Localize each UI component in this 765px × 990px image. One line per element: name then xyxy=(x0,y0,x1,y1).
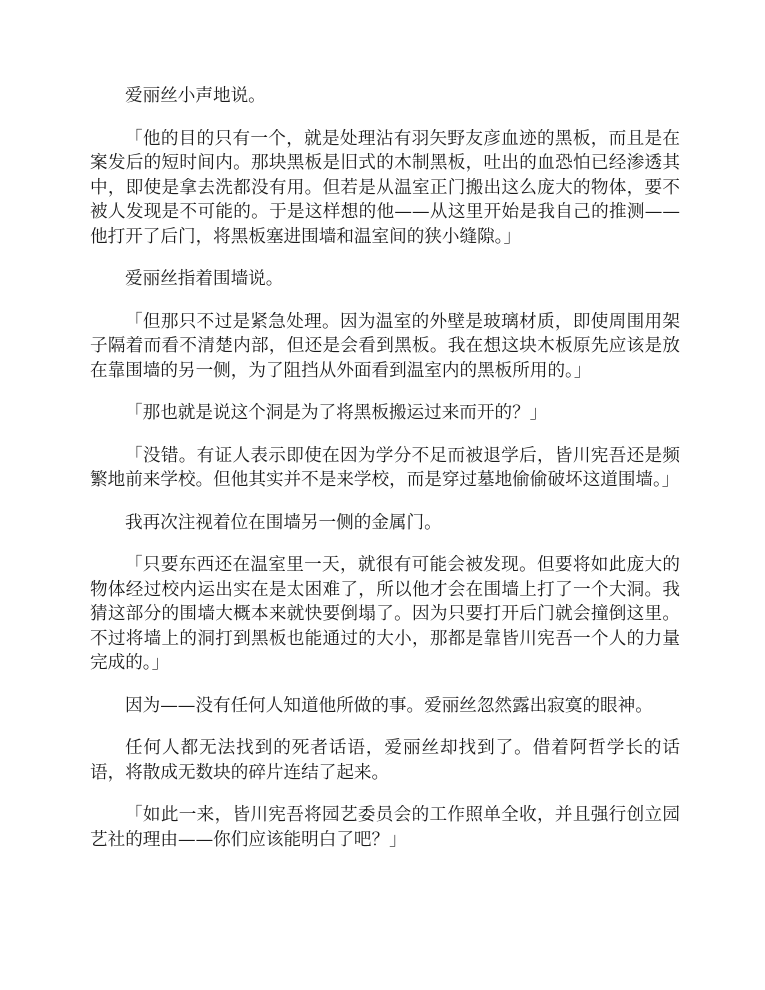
paragraph: 「那也就是说这个洞是为了将黑板搬运过来而开的？」 xyxy=(125,403,548,423)
paragraph: 「但那只不过是紧急处理。因为温室的外壁是玻璃材质，即使周围用架子隔着而看不清楚内部，但还是会看到黑板。我在想这块木板原先应该是放在靠围墙的另一侧，为了阻挡从外面看到温室内的黑板所用的。」 xyxy=(90,311,680,381)
paragraph: 「没错。有证人表示即使在因为学分不足而被退学后，皆川宪吾还是频繁地前来学校。但他其实并不是来学校，而是穿过墓地偷偷破坏这道围墙。」 xyxy=(90,445,680,490)
paragraph: 任何人都无法找到的死者话语，爱丽丝却找到了。借着阿哲学长的话语，将散成无数块的碎片连结了起来。 xyxy=(90,738,680,783)
document-body xyxy=(90,84,680,870)
paragraph: 爱丽丝小声地说。 xyxy=(125,86,266,106)
paragraph: 我再次注视着位在围墙另一侧的金属门。 xyxy=(125,512,442,533)
paragraph: 「他的目的只有一个，就是处理沾有羽矢野友彦血迹的黑板，而且是在案发后的短时间内。那块黑板是旧式的木制黑板，吐出的血恐怕已经渗透其中，即使是拿去洗都没有用。但若是从温室正门搬出这么庞大的物体，要不被人发现是不可能的。于是这样想的他——从这里开始是我自己的推测——他打开了后门，将黑板塞进围墙和温室间的狭小缝隙。」 xyxy=(90,128,680,247)
paragraph: 「如此一来，皆川宪吾将园艺委员会的工作照单全收，并且强行创立园艺社的理由——你们应该能明白了吧？」 xyxy=(90,805,680,850)
paragraph: 爱丽丝指着围墙说。 xyxy=(125,269,284,289)
paragraph: 「只要东西还在温室里一天，就很有可能会被发现。但要将如此庞大的物体经过校内运出实在是太困难了，所以他才会在围墙上打了一个大洞。我猜这部分的围墙大概本来就快要倒塌了。因为只要打开后门就会撞倒这里。不过将墙上的洞打到黑板也能通过的大小，那都是靠皆川宪吾一个人的力量完成的。」 xyxy=(90,555,680,673)
paragraph: 因为——没有任何人知道他所做的事。爱丽丝忽然露出寂寞的眼神。 xyxy=(125,695,653,716)
